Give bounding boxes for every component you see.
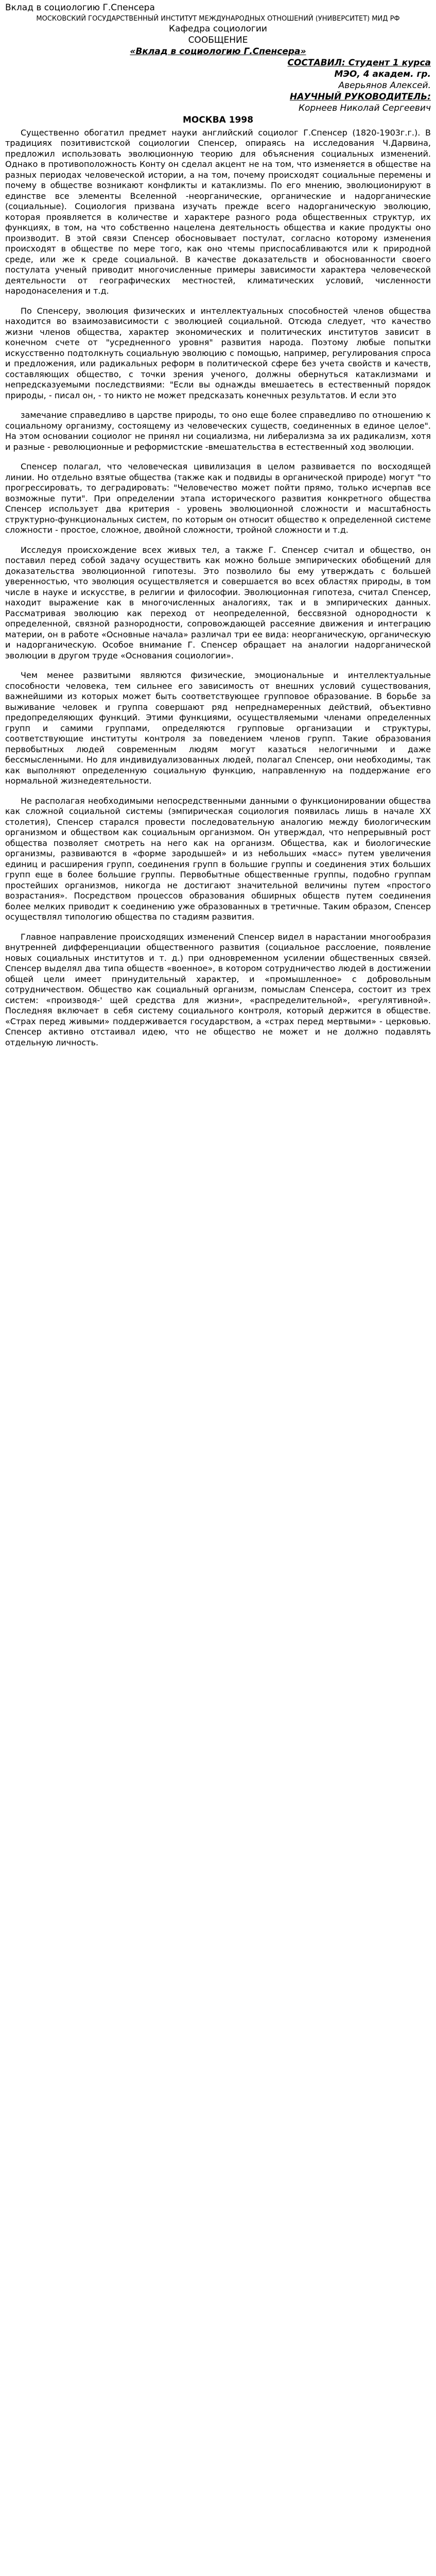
paragraph: Не располагая необходимыми непосредственными данными о функционировании общества как сложной социальной системы (эмпирическая социология появилась лишь в начале ХХ столетия), Спенсер старался провести последовательную аналогию между биологическим организмом и обществом как социальным организмом. Он утверждал, что непрерывный рост общества позволяет смотреть на него как на организм. Общества, как и биологические организмы, развиваются в «форме зародышей» и из небольших «масс» путем увеличения единиц и расширения групп, соединения групп в большие группы и соединения этих больших групп еще в более большие группы. Первобытные общественные группы, подобно группам простейших организмов, никогда не достигают значительной величины путем «простого возрастания». Посредством процессов образования обширных обществ путем соединения более мелких приводит к соединению уже образованных в третичные. Таким образом, Спенсер осуществлял типологию общества по стадиям развития. <box>5 795 431 922</box>
paragraph: Существенно обогатил предмет науки английский социолог Г.Спенсер (1820-1903г.г.). В традициях позитивистской социологии Спенсер, опираясь на исследования Ч.Дарвина, предложил использовать эволюционную теорию для объяснения социальных изменений. Однако в противоположность Конту он сделал акцент не на том, что изменяется в обществе на разных периодах человеческой истории, а на том, почему происходят социальные перемены и почему в обществе возникают конфликты и катаклизмы. По его мнению, эволюционируют в единстве все элементы Вселенной -неорганические, органические и надорганические (социальные). Социология призвана изучать прежде всего надорганическую эволюцию, которая проявляется в количестве и характере разного рода общественных структур, их функциях, в том, на что собственно нацелена деятельность общества и какие продукты оно производит. В этой связи Спенсер обосновывает постулат, согласно которому изменения происходят в обществе по мере того, как оно чтемы приспосабливаются или к природной среде, или же к среде социальной. В качестве доказательств и обоснованности своего постулата ученый приводит многочисленные примеры зависимости характера человеческой деятельности от географических местностей, климатических условий, численности народонаселения и т.д. <box>5 127 431 296</box>
institution-name: МОСКОВСКИЙ ГОСУДАРСТВЕННЫЙ ИНСТИТУТ МЕЖДУНАРОДНЫХ ОТНОШЕНИЙ (УНИВЕРСИТЕТ) МИД РФ <box>36 15 400 23</box>
supervisor-label: НАУЧНЫЙ РУКОВОДИТЕЛЬ: <box>290 92 431 102</box>
document-title: Вклад в социологию Г.Спенсера <box>5 3 155 13</box>
student-group: МЭО, 4 академ. гр. <box>334 69 431 79</box>
paragraph: Спенсер полагал, что человеческая цивилизация в целом развивается по восходящей линии. Но отдельно взятые общества (также как и подвиды в органической природе) могут "то прогрессировать, то деградировать: "Человечество может пойти прямо, только исчерпав все возможные пути". При определении этапа исторического развития конкретного общества Спенсер использует два критерия - уровень эволюционной сложности и масштабность структурно-функциональных систем, по которым он относит общество к определенной системе сложности - простое, сложное, двойной сложности, тройной сложности и т.д. <box>5 462 431 535</box>
document-type: СООБЩЕНИЕ <box>188 35 248 45</box>
author-name: Аверьянов Алексей. <box>338 80 431 91</box>
topic-title: «Вклад в социологию Г.Спенсера» <box>130 46 306 57</box>
city-year: МОСКВА 1998 <box>182 115 254 125</box>
department-name: Кафедра социологии <box>169 24 267 34</box>
paragraph: Главное направление происходящих изменений Спенсер видел в нарастании многообразия внутренней дифференциации общественного развития (социальное расслоение, появление новых социальных институтов и т. д.) при одновременном усилении общественных связей. Спенсер выделял два типа обществ «военное», в котором сотрудничество людей в достижении общей цели имеет принудительный характер, и «промышленное» с добровольным сотрудничеством. Общество как социальный организм, помыслам Спенсера, состоит из трех систем: «производя-' щей средства для жизни», «распределительной», «регулятивной». Последняя включает в себя систему социального контроля, который держится в обществе. «Страх перед живыми» поддерживается государством, а «страх перед мертвыми» - церковью. Спенсер активно отстаивал идею, что не общество не может и не должно подавлять отдельную личность. <box>5 931 431 1047</box>
paragraph: замечание справедливо в царстве природы, то оно еще более справедливо по отношению к социальному организму, состоящему из человеческих существ, соединенных в единое целое". На этом основании социолог не принял ни социализма, ни либерализма за их радикализм, хотя и разные - революционные и реформистские -вмешательства в естественный ход эволюции. <box>5 410 431 452</box>
composed-by: СОСТАВИЛ: Студент 1 курса <box>287 58 431 68</box>
paragraph: Чем менее развитыми являются физические, эмоциональные и интеллектуальные способности человека, тем сильнее его зависимость от внешних условий существования, важнейшими из которых может быть соответствующее групповое образование. В борьбе за выживание человек и группа совершают ряд непреднамеренных действий, объективно предопределяющих функций. Этими функциями, осуществляемыми членами определенных групп и самими группами, определяются групповые организации и структуры, соответствующие институты контроля за поведением членов групп. Такие образования первобытных людей современным людям могут казаться нелогичными и даже бессмысленными. Но для индивидуализованных людей, полагал Спенсер, они необходимы, так как выполняют определенную социальную функцию, направленную на поддержание его нормальной жизнедеятельности. <box>5 670 431 786</box>
paragraph: По Спенсеру, эволюция физических и интеллектуальных способностей членов общества находится во взаимозависимости с эволюцией социальной. Отсюда следует, что качество жизни членов общества, характер экономических и политических институтов зависит в конечном счете от "усредненного уровня" развития народа. Поэтому любые попытки искусственно подтолкнуть социальную эволюцию с помощью, например, регулирования спроса и предложения, или радикальных реформ в политической сфере без учета свойств и качеств, составляющих общество, с точки зрения ученого, должны обернуться катаклизмами и непредсказуемыми последствиями: "Если вы однажды вмешаетесь в естественный порядок природы, - писал он, - то никто не может предсказать конечных результатов. И если это <box>5 306 431 400</box>
paragraph: Исследуя происхождение всех живых тел, а также Г. Спенсер считал и общество, он поставил перед собой задачу осуществить как можно больше эмпирических обобщений для доказательства эволюционной гипотезы. Это позволило бы ему утверждать с большей уверенностью, что эволюция осуществляется и совершается во всех областях природы, в том числе в науке и искусстве, в религии и философии. Эволюционная гипотеза, считал Спенсер, находит выражение как в многочисленных аналогиях, так и в эмпирических данных. Рассматривая эволюцию как переход от неопределенной, бессвязной однородности к определенной, связной разнородности, сопровождающей рассеяние движения и интеграцию материи, он в работе «Основные начала» различал три ее вида: неорганическую, органическую и надорганическую. Особое внимание Г. Спенсер обращает на аналогии надорганической эволюции в другом труде «Основания социологии». <box>5 545 431 660</box>
supervisor-name: Корнеев Николай Сергеевич <box>298 103 431 113</box>
document-page <box>0 0 436 1067</box>
